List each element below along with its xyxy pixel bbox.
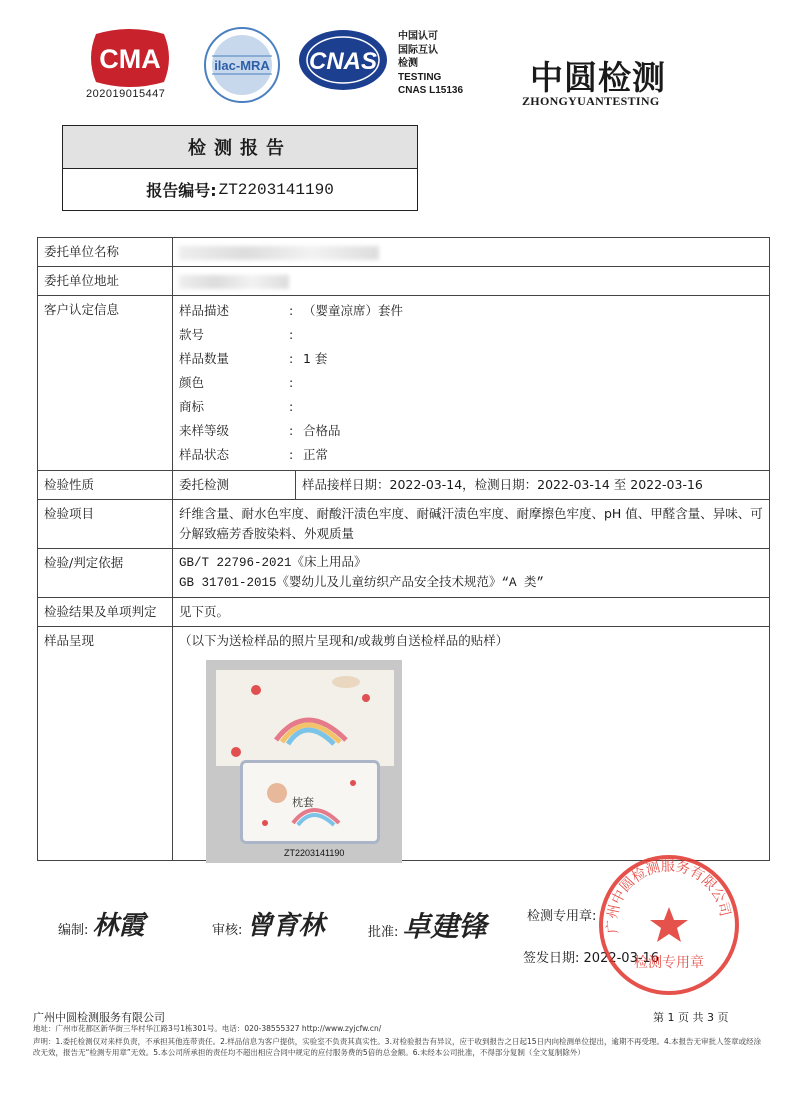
- info-key: 来样等级: [179, 423, 230, 438]
- info-row: [179, 371, 763, 395]
- basis-line: GB 31701-2015《婴幼儿及儿童纺织产品安全技术规范》“A 类”: [179, 576, 545, 590]
- company-seal: [597, 853, 741, 997]
- issue-label: 签发日期:: [523, 951, 580, 966]
- result-label: 检验结果及单项判定: [38, 598, 173, 627]
- review-label: 审核:: [212, 923, 243, 938]
- report-heading: 检测报告: [63, 126, 417, 169]
- info-row: [179, 419, 763, 443]
- report-table: [37, 237, 770, 861]
- seal-bottom-text: 检测专用章: [634, 955, 704, 971]
- info-key: 样品描述: [179, 303, 230, 318]
- info-colon: :: [289, 399, 294, 414]
- result-value: 见下页。: [173, 598, 770, 627]
- info-row: [179, 443, 763, 467]
- info-colon: :: [289, 351, 294, 366]
- table-row: [38, 296, 770, 471]
- cma-logo: [84, 28, 176, 88]
- nature-label: 检验性质: [38, 471, 173, 500]
- cnas-info-line: 国际互认: [398, 44, 438, 56]
- redacted-text: [179, 246, 379, 260]
- reviewed-by: [212, 905, 325, 942]
- review-signature: 曾育林: [246, 911, 325, 941]
- brand-name-en: ZHONGYUANTESTING: [522, 94, 660, 108]
- cma-number: 202019015447: [86, 88, 166, 100]
- table-row: [38, 267, 770, 296]
- compiled-label: 编制:: [58, 923, 89, 938]
- info-row: [179, 395, 763, 419]
- approved-by: [368, 905, 487, 945]
- page-number: 第 1 页 共 3 页: [653, 1011, 729, 1024]
- basis-value: [173, 549, 770, 598]
- customer-info-label: 客户认定信息: [38, 296, 173, 471]
- footer-address: 地址：广州市花都区新华街三华村华江路3号1栋301号。电话：020-38555327 http://www.zyjcfw.cn/: [33, 1024, 382, 1033]
- basis-label: 检验/判定依据: [38, 549, 173, 598]
- sample-note: （以下为送检样品的照片呈现和/或裁剪自送检样品的贴样）: [173, 627, 770, 861]
- report-title-box: [62, 125, 418, 211]
- table-row: [38, 627, 770, 861]
- client-name-label: 委托单位名称: [38, 238, 173, 267]
- nature-dates: 样品接样日期：2022-03-14，检测日期：2022-03-14 至 2022-03-16: [302, 477, 703, 492]
- info-colon: :: [289, 447, 294, 462]
- brand-name-cn: 中圆检测: [530, 58, 666, 97]
- approve-signature: 卓建锋: [402, 910, 487, 943]
- seal-label: 检测专用章:: [527, 909, 597, 924]
- photo-tag: 枕套: [292, 796, 314, 809]
- seal-ring-text: 广州中圆检测服务有限公司: [604, 858, 733, 935]
- info-colon: :: [289, 327, 294, 342]
- table-row: [38, 598, 770, 627]
- table-row: [38, 500, 770, 549]
- cnas-info-line: CNAS L15136: [398, 85, 464, 96]
- info-colon: :: [289, 423, 294, 438]
- cnas-logo-text: CNAS: [308, 48, 378, 75]
- table-row: [38, 471, 770, 500]
- info-colon: :: [289, 303, 294, 318]
- table-row: [38, 238, 770, 267]
- info-key: 款号: [179, 327, 205, 342]
- star-icon: [650, 907, 688, 942]
- info-key: 样品状态: [179, 447, 230, 462]
- photo-code: ZT2203141190: [284, 848, 345, 858]
- info-key: 样品数量: [179, 351, 230, 366]
- cnas-info-line: 中国认可: [398, 31, 438, 42]
- basis-line: GB/T 22796-2021《床上用品》: [179, 556, 367, 570]
- info-key: 商标: [179, 399, 205, 414]
- cnas-info-line: 检测: [398, 58, 418, 69]
- compiled-signature: 林霞: [92, 911, 145, 941]
- info-value: （婴童凉席）套件: [303, 303, 404, 318]
- cma-logo-text: CMA: [99, 44, 161, 74]
- sample-photo: [206, 660, 402, 863]
- approve-label: 批准:: [368, 925, 399, 940]
- ilac-mra-logo: [203, 26, 281, 104]
- nature-value-cell: [173, 471, 770, 500]
- client-address-label: 委托单位地址: [38, 267, 173, 296]
- info-row: [179, 299, 763, 323]
- rainbow-graphic: [216, 670, 394, 766]
- report-number-label: 报告编号:: [146, 181, 217, 200]
- footer-disclaimer: 声明：1.委托检测仅对来样负责，不承担其他连带责任。2.样品信息为客户提供，实验室不负责其真实性。3.对检验报告有异议，应于收到报告之日起15日内向检测单位提出，逾期不再受理。4.本报告无审批人签章或经涂改无效，报告无“检测专用章”无效。5.本公司所承担的责任均不超出相应合同中规定的应付服务费的5倍的总金额。6.未经本公司批准，不得部分复制（全文复制除外）: [33, 1037, 762, 1057]
- redacted-text: [179, 275, 289, 289]
- compiled-by: [58, 905, 145, 942]
- customer-info-value: [173, 296, 770, 471]
- info-colon: :: [289, 375, 294, 390]
- client-name-value: [173, 238, 770, 267]
- issue-date: 2022-03-16: [583, 951, 660, 966]
- nature-value: 委托检测: [173, 471, 296, 499]
- report-number-row: [63, 169, 417, 210]
- info-value: 合格品: [303, 423, 341, 438]
- client-address-value: [173, 267, 770, 296]
- footer-company: 广州中圆检测服务有限公司: [33, 1011, 165, 1024]
- sample-mat-image: [216, 670, 394, 766]
- info-key: 颜色: [179, 375, 205, 390]
- cnas-logo: [297, 28, 389, 92]
- items-label: 检验项目: [38, 500, 173, 549]
- sample-label: 样品呈现: [38, 627, 173, 861]
- cnas-info: [398, 30, 463, 98]
- info-value: 1 套: [303, 351, 328, 366]
- info-row: [179, 323, 763, 347]
- info-row: [179, 347, 763, 371]
- info-value: 正常: [303, 447, 329, 462]
- table-row: [38, 549, 770, 598]
- items-value: 纤维含量、耐水色牢度、耐酸汗渍色牢度、耐碱汗渍色牢度、耐摩擦色牢度、pH 值、甲醛含量、异味、可分解致癌芳香胺染料、外观质量: [173, 500, 770, 549]
- cnas-info-line: TESTING: [398, 71, 442, 83]
- ilac-logo-text: ilac-MRA: [214, 58, 270, 73]
- report-number: ZT2203141190: [218, 180, 334, 199]
